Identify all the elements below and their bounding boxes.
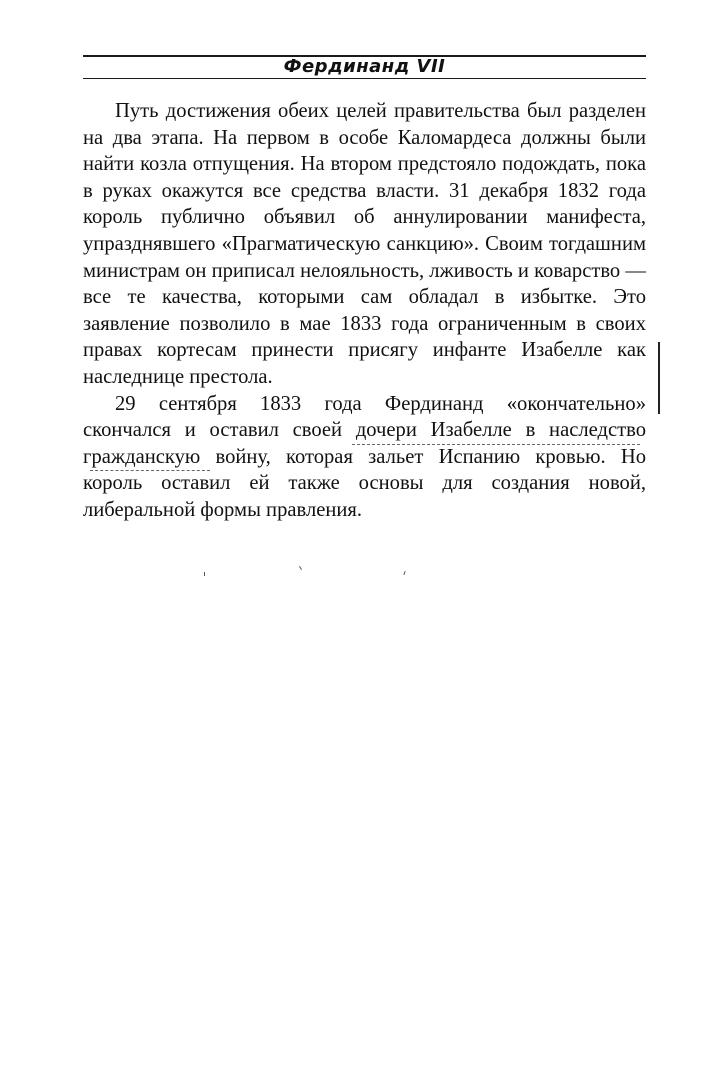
pencil-underline-2 bbox=[90, 470, 210, 471]
margin-pencil-mark bbox=[658, 342, 660, 414]
header-bottom-rule bbox=[83, 78, 646, 79]
running-title: Фердинанд VII bbox=[283, 56, 446, 77]
scan-speck bbox=[299, 566, 302, 570]
paragraph-2: 29 сентября 1833 года Фердинанд «окончательно» скончался и оставил своей дочери Изабелле в наследство гражданскую войну, которая зальет Испанию кровью. Но король оставил ей также основы для создания новой, либеральной формы правления. bbox=[83, 392, 646, 521]
scan-speck bbox=[204, 572, 205, 576]
pencil-underline-1 bbox=[352, 444, 640, 445]
scan-speck bbox=[403, 571, 405, 575]
body-text bbox=[83, 98, 646, 524]
paragraph-1: Путь достижения обеих целей правительства был разделен на два этапа. На первом в особе Каломардеса должны были найти козла отпущения. На втором предстояло подождать, пока в руках окажутся все средства власти. 31 декабря 1832 года король публично объявил об аннулировании манифеста, упразднявшего «Прагматическую санкцию». Своим тогдашним министрам он приписал нелояльность, лживость и коварство — все те качества, которыми сам обладал в избытке. Это заявление позволило в мае 1833 года ограниченным в своих правах кортесам принести присягу инфанте Изабелле как наследнице престола. bbox=[83, 100, 646, 388]
page-header bbox=[83, 52, 646, 80]
